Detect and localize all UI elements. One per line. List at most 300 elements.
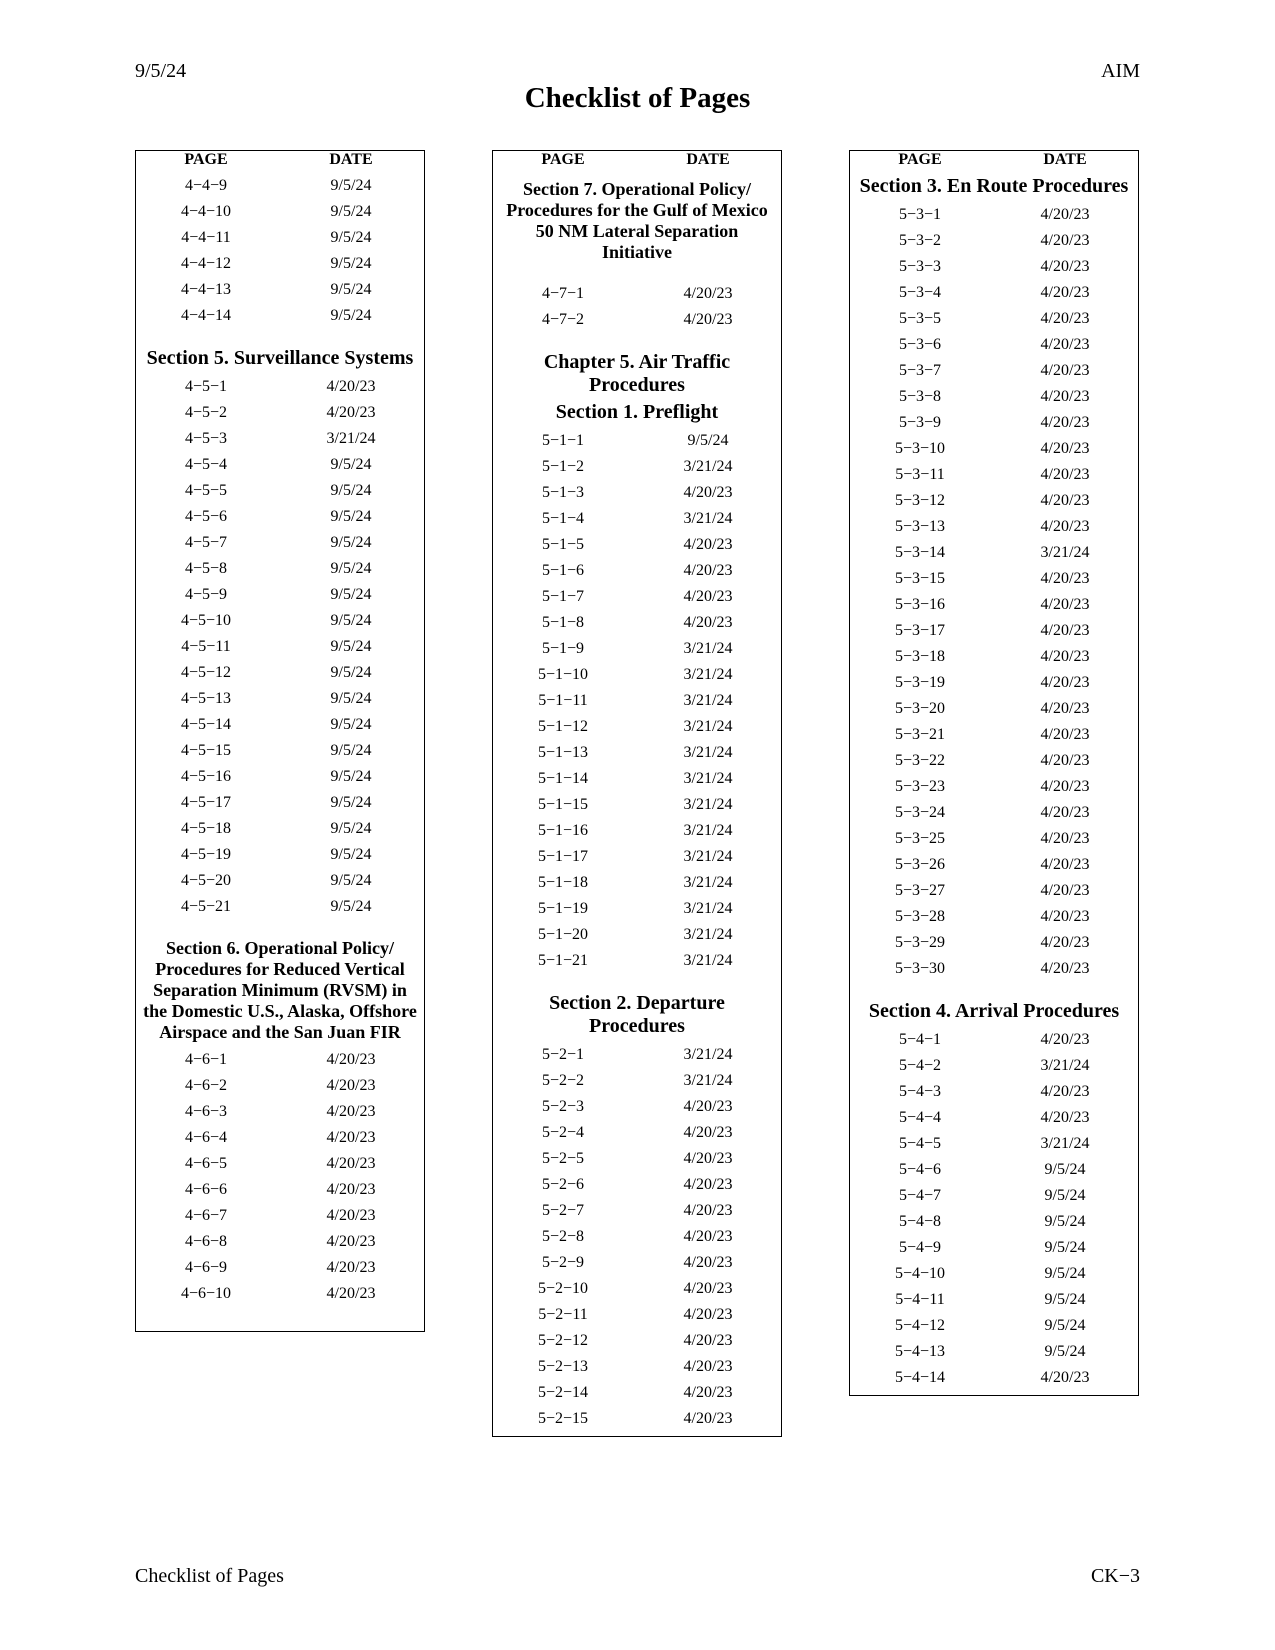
page-number: 5−1−4 [541,510,585,527]
page-date: 9/5/24 [330,255,372,272]
table-row [850,1131,1138,1157]
table-row [850,670,1138,696]
page-number: 5−2−13 [537,1358,589,1375]
page-number: 5−2−1 [541,1046,585,1063]
page-number: 5−1−7 [541,588,585,605]
table-row [136,1203,424,1229]
page-number: 4−5−6 [184,508,228,525]
page-date: 4/20/23 [683,562,733,579]
page-list [493,428,781,974]
page-number: 5−3−9 [898,414,942,431]
page-date: 4/20/23 [1040,232,1090,249]
page-date: 9/5/24 [1044,1265,1086,1282]
page-date: 9/5/24 [1044,1161,1086,1178]
page-header: PAGE [184,151,228,168]
table-row [136,400,424,426]
table-row [850,1183,1138,1209]
page-number: 5−1−15 [537,796,589,813]
page-date: 4/20/23 [683,614,733,631]
table-row [850,488,1138,514]
page-date: 9/5/24 [330,482,372,499]
table-row [136,582,424,608]
table-row [493,610,781,636]
page-date: 4/20/23 [326,1051,376,1068]
page-number: 5−2−3 [541,1098,585,1115]
page-number: 5−1−19 [537,900,589,917]
page-number: 4−6−7 [184,1207,228,1224]
page-number: 5−1−8 [541,614,585,631]
page-number: 4−5−4 [184,456,228,473]
page-number: 4−5−9 [184,586,228,603]
column-header [493,151,781,173]
table-row [850,1261,1138,1287]
page-list [493,281,781,333]
table-row [493,740,781,766]
page-number: 5−1−10 [537,666,589,683]
page-date: 4/20/23 [1040,466,1090,483]
table-row [136,478,424,504]
page-date: 4/20/23 [326,1155,376,1172]
page-number: 4−6−10 [180,1285,232,1302]
page-number: 5−4−6 [898,1161,942,1178]
page-number: 5−2−4 [541,1124,585,1141]
table-row [136,199,424,225]
page-number: 5−3−5 [898,310,942,327]
page-number: 4−6−5 [184,1155,228,1172]
table-row [850,332,1138,358]
page-list [136,1047,424,1307]
table-row [493,558,781,584]
table-row [136,504,424,530]
table-row [493,1172,781,1198]
table-row [493,714,781,740]
page-number: 4−5−20 [180,872,232,889]
page-date: 4/20/23 [1040,1083,1090,1100]
table-row [493,1276,781,1302]
page-date: 4/20/23 [1040,258,1090,275]
page-date: 4/20/23 [326,1103,376,1120]
page-date: 9/5/24 [330,820,372,837]
table-row [493,1120,781,1146]
table-row [850,410,1138,436]
page-date: 4/20/23 [1040,310,1090,327]
table-row [493,307,781,333]
page-number: 5−4−11 [895,1291,945,1308]
page-number: 5−3−3 [898,258,942,275]
table-row [136,608,424,634]
page-number: 5−2−14 [537,1384,589,1401]
page-number: 4−5−21 [180,898,232,915]
page-number: 5−2−2 [541,1072,585,1089]
page-number: 4−6−6 [184,1181,228,1198]
page-date: 4/20/23 [326,1129,376,1146]
page-date: 9/5/24 [330,768,372,785]
column-body [493,179,781,1436]
page-date: 4/20/23 [326,1259,376,1276]
page-date: 4/20/23 [683,1254,733,1271]
page-number: 5−1−20 [537,926,589,943]
page-date: 9/5/24 [330,307,372,324]
page-number: 4−5−16 [180,768,232,785]
table-row [850,384,1138,410]
table-row [850,774,1138,800]
table-row [136,452,424,478]
page-number: 5−3−15 [894,570,946,587]
table-row [850,358,1138,384]
page-number: 4−4−14 [180,307,232,324]
page-number: 5−3−4 [898,284,942,301]
page-date: 3/21/24 [683,692,733,709]
page-number: 5−1−2 [541,458,585,475]
table-row [136,225,424,251]
page-date: 3/21/24 [1040,1057,1090,1074]
page-date: 4/20/23 [1040,804,1090,821]
table-row [493,896,781,922]
page-number: 5−4−2 [898,1057,942,1074]
page-date: 3/21/24 [683,1072,733,1089]
page-date: 4/20/23 [1040,674,1090,691]
page-number: 4−5−7 [184,534,228,551]
page-number: 5−3−14 [894,544,946,561]
page-date: 4/20/23 [326,404,376,421]
table-row [136,660,424,686]
page-date: 3/21/24 [683,458,733,475]
table-row [850,202,1138,228]
page-number: 5−1−9 [541,640,585,657]
page-number: 4−7−1 [541,285,585,302]
table-row [136,277,424,303]
table-row [136,426,424,452]
page-date: 4/20/23 [1040,778,1090,795]
page-number: 4−6−2 [184,1077,228,1094]
table-row [136,686,424,712]
page-date: 3/21/24 [683,926,733,943]
page-header: PAGE [898,151,942,168]
page-date: 9/5/24 [1044,1187,1086,1204]
page-date: 3/21/24 [683,640,733,657]
page-date: 3/21/24 [683,848,733,865]
table-row [136,764,424,790]
page-number: 4−4−11 [181,229,231,246]
page-date: 3/21/24 [683,796,733,813]
page-list [136,374,424,920]
page-number: 5−3−13 [894,518,946,535]
page-date: 4/20/23 [1040,388,1090,405]
table-row [136,1229,424,1255]
page-date: 4/20/23 [1040,934,1090,951]
page-date: 9/5/24 [330,508,372,525]
table-row [493,532,781,558]
page-number: 5−4−12 [894,1317,946,1334]
table-row [136,634,424,660]
page-date: 4/20/23 [683,536,733,553]
table-row [493,948,781,974]
page-number: 5−3−17 [894,622,946,639]
table-row [850,852,1138,878]
page-number: 4−5−10 [180,612,232,629]
page-date: 9/5/24 [330,612,372,629]
page-number: 5−1−5 [541,536,585,553]
table-row [493,636,781,662]
table-row [136,712,424,738]
table-row [136,1125,424,1151]
page-number: 5−2−9 [541,1254,585,1271]
page-date: 4/20/23 [1040,1369,1090,1386]
page-number: 5−2−8 [541,1228,585,1245]
table-row [850,696,1138,722]
section-heading: Section 4. Arrival Procedures [868,1000,1120,1022]
page-date: 4/20/23 [683,1228,733,1245]
table-row [850,228,1138,254]
table-row [850,722,1138,748]
table-row [850,592,1138,618]
page-date: 3/21/24 [683,822,733,839]
page-date: 4/20/23 [1040,856,1090,873]
section-heading: Section 6. Operational Policy/ Procedures for Reduced Vertical Separation Minimum (RVSM) in the Domestic U.S., Alaska, Offshore Airspace and the San Juan FIR [143,938,417,1042]
page-number: 4−5−8 [184,560,228,577]
page-date: 4/20/23 [683,588,733,605]
page-number: 4−5−5 [184,482,228,499]
page-date: 9/5/24 [330,690,372,707]
column-body [136,173,424,1331]
table-row [850,1235,1138,1261]
table-row [136,1073,424,1099]
page-number: 4−7−2 [541,311,585,328]
section-heading: Section 3. En Route Procedures [859,175,1129,197]
column-header [136,151,424,173]
page-number: 4−5−19 [180,846,232,863]
date-header: DATE [686,151,730,168]
column-header [850,151,1138,173]
table-row [493,281,781,307]
page-number: 4−4−9 [184,177,228,194]
page-date: 3/21/24 [326,430,376,447]
table-row [850,280,1138,306]
table-row [850,1157,1138,1183]
page-number: 5−3−24 [894,804,946,821]
table-row [850,930,1138,956]
table-row [850,618,1138,644]
header-publication: AIM [1101,60,1140,82]
table-row [493,1042,781,1068]
page-number: 5−4−8 [898,1213,942,1230]
page-date: 4/20/23 [1040,492,1090,509]
page-number: 5−3−7 [898,362,942,379]
page-date: 9/5/24 [330,742,372,759]
page-date: 4/20/23 [683,285,733,302]
page-date: 3/21/24 [683,510,733,527]
table-row [136,1255,424,1281]
page-date: 4/20/23 [1040,830,1090,847]
page-number: 4−6−8 [184,1233,228,1250]
page-header: PAGE [541,151,585,168]
page-date: 4/20/23 [1040,1109,1090,1126]
table-row [493,792,781,818]
table-row [493,428,781,454]
page-date: 3/21/24 [683,1046,733,1063]
page-number: 5−3−29 [894,934,946,951]
column-body [850,175,1138,1395]
table-row [136,738,424,764]
page-date: 9/5/24 [330,716,372,733]
page-number: 5−3−2 [898,232,942,249]
page-number: 5−3−11 [895,466,945,483]
table-row [136,816,424,842]
page-date: 9/5/24 [330,203,372,220]
page-date: 3/21/24 [683,744,733,761]
table-row [850,1287,1138,1313]
page-date: 4/20/23 [326,1077,376,1094]
table-row [493,1406,781,1432]
page-number: 5−4−10 [894,1265,946,1282]
page-date: 9/5/24 [1044,1317,1086,1334]
footer-page-number: CK−3 [1090,1565,1140,1587]
page-date: 4/20/23 [1040,440,1090,457]
table-row [136,1099,424,1125]
page-date: 9/5/24 [687,432,729,449]
page-number: 5−2−6 [541,1176,585,1193]
page-date: 9/5/24 [330,872,372,889]
page-number: 5−1−11 [538,692,588,709]
page-number: 4−5−14 [180,716,232,733]
table-row [850,436,1138,462]
page-date: 4/20/23 [683,1150,733,1167]
table-row [136,303,424,329]
page-date: 4/20/23 [1040,752,1090,769]
table-row [850,1027,1138,1053]
page-number: 4−5−3 [184,430,228,447]
table-row [850,306,1138,332]
page-date: 4/20/23 [683,311,733,328]
page-number: 5−3−6 [898,336,942,353]
page-number: 5−4−14 [894,1369,946,1386]
page-number: 4−5−1 [184,378,228,395]
table-row [493,506,781,532]
table-row [493,870,781,896]
page-date: 4/20/23 [1040,1031,1090,1048]
table-row [850,748,1138,774]
page-date: 4/20/23 [326,1233,376,1250]
table-row [493,1146,781,1172]
page-number: 5−4−1 [898,1031,942,1048]
page-date: 9/5/24 [330,638,372,655]
page-number: 5−1−21 [537,952,589,969]
page-number: 5−4−4 [898,1109,942,1126]
table-row [493,1380,781,1406]
page-number: 5−2−12 [537,1332,589,1349]
table-row [493,766,781,792]
page-number: 5−3−8 [898,388,942,405]
page-list [850,202,1138,982]
page-title: Checklist of Pages [524,82,751,114]
page-number: 5−3−10 [894,440,946,457]
table-row [850,540,1138,566]
page-date: 9/5/24 [330,794,372,811]
page-number: 4−6−3 [184,1103,228,1120]
page-date: 9/5/24 [1044,1343,1086,1360]
page-number: 5−3−22 [894,752,946,769]
page-date: 4/20/23 [683,1306,733,1323]
footer-title: Checklist of Pages [135,1565,284,1587]
page-date: 9/5/24 [330,898,372,915]
table-row [493,688,781,714]
table-row [850,254,1138,280]
table-row [136,868,424,894]
page-date: 4/20/23 [1040,518,1090,535]
header-date: 9/5/24 [135,60,187,82]
page-number: 4−4−13 [180,281,232,298]
table-row [493,1068,781,1094]
page-date: 4/20/23 [1040,882,1090,899]
page-number: 5−3−25 [894,830,946,847]
page-number: 5−2−11 [538,1306,588,1323]
page-number: 5−4−5 [898,1135,942,1152]
page-number: 5−4−7 [898,1187,942,1204]
table-row [136,1151,424,1177]
page-number: 5−1−17 [537,848,589,865]
checklist-column-3 [849,150,1139,1396]
page-date: 3/21/24 [1040,544,1090,561]
page-date: 9/5/24 [330,229,372,246]
page-date: 4/20/23 [683,1202,733,1219]
page-number: 5−1−12 [537,718,589,735]
table-row [136,173,424,199]
page-date: 4/20/23 [683,1384,733,1401]
page-date: 4/20/23 [1040,414,1090,431]
page-number: 5−3−20 [894,700,946,717]
page-number: 4−4−10 [180,203,232,220]
page-date: 4/20/23 [1040,284,1090,301]
page-number: 4−5−18 [180,820,232,837]
page-date: 4/20/23 [683,1358,733,1375]
table-row [493,818,781,844]
table-row [136,556,424,582]
table-row [136,251,424,277]
table-row [850,904,1138,930]
table-row [136,894,424,920]
page-date: 9/5/24 [1044,1239,1086,1256]
page-date: 4/20/23 [1040,570,1090,587]
page-number: 5−2−7 [541,1202,585,1219]
table-row [850,1313,1138,1339]
table-row [136,842,424,868]
page-number: 4−5−12 [180,664,232,681]
page-number: 5−1−18 [537,874,589,891]
page-number: 5−4−13 [894,1343,946,1360]
table-row [136,1281,424,1307]
table-row [493,922,781,948]
page-date: 9/5/24 [330,846,372,863]
page-number: 5−3−28 [894,908,946,925]
table-row [850,1365,1138,1391]
page-number: 4−5−17 [180,794,232,811]
page-date: 9/5/24 [330,177,372,194]
page-list [493,1042,781,1432]
table-row [850,826,1138,852]
page-number: 4−5−11 [181,638,231,655]
page-date: 4/20/23 [683,1332,733,1349]
page-number: 5−3−16 [894,596,946,613]
page-date: 4/20/23 [683,1124,733,1141]
table-row [493,1328,781,1354]
page-date: 3/21/24 [683,874,733,891]
page-number: 5−1−6 [541,562,585,579]
table-row [493,662,781,688]
table-row [136,790,424,816]
page-number: 4−6−9 [184,1259,228,1276]
table-row [850,956,1138,982]
page-date: 4/20/23 [326,378,376,395]
